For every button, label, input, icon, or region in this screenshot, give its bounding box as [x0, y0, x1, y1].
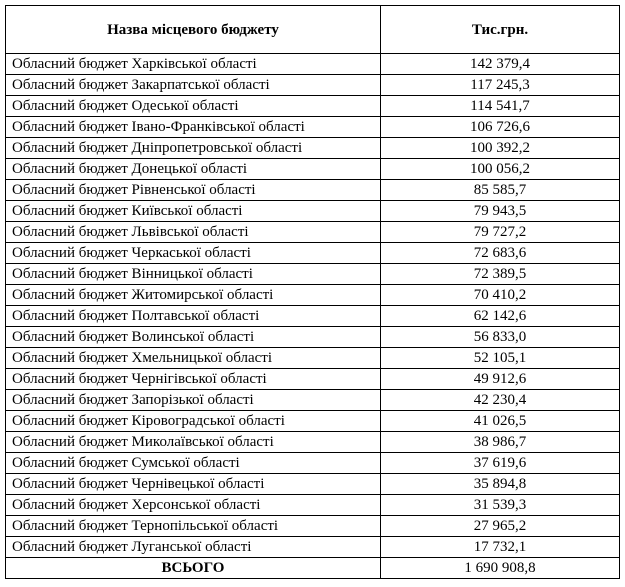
table-row: [6, 96, 620, 117]
amount-cell: 70 410,2: [381, 285, 620, 306]
amount-cell: 49 912,6: [381, 369, 620, 390]
budget-name-cell: Обласний бюджет Запорізької області: [6, 390, 381, 411]
table-row: [6, 243, 620, 264]
budget-name-cell: Обласний бюджет Миколаївської області: [6, 432, 381, 453]
total-label: ВСЬОГО: [6, 558, 381, 579]
table-row: [6, 537, 620, 558]
budget-name-cell: Обласний бюджет Дніпропетровської області: [6, 138, 381, 159]
budget-name-cell: Обласний бюджет Луганської області: [6, 537, 381, 558]
table-row: [6, 495, 620, 516]
table-row: [6, 264, 620, 285]
budget-table: [5, 5, 620, 579]
budget-name-cell: Обласний бюджет Тернопільської області: [6, 516, 381, 537]
budget-name-cell: Обласний бюджет Львівської області: [6, 222, 381, 243]
table-row: [6, 411, 620, 432]
amount-cell: 79 727,2: [381, 222, 620, 243]
amount-cell: 72 389,5: [381, 264, 620, 285]
amount-cell: 114 541,7: [381, 96, 620, 117]
budget-name-cell: Обласний бюджет Закарпатської області: [6, 75, 381, 96]
table-row: [6, 159, 620, 180]
table-row: [6, 516, 620, 537]
budget-name-cell: Обласний бюджет Херсонської області: [6, 495, 381, 516]
budget-name-cell: Обласний бюджет Хмельницької області: [6, 348, 381, 369]
amount-cell: 117 245,3: [381, 75, 620, 96]
amount-cell: 38 986,7: [381, 432, 620, 453]
header-budget-name: Назва місцевого бюджету: [6, 6, 381, 54]
amount-cell: 41 026,5: [381, 411, 620, 432]
table-row: [6, 117, 620, 138]
table-row: [6, 348, 620, 369]
table-row: [6, 201, 620, 222]
budget-name-cell: Обласний бюджет Донецької області: [6, 159, 381, 180]
table-row: [6, 453, 620, 474]
amount-cell: 35 894,8: [381, 474, 620, 495]
table-row: [6, 180, 620, 201]
amount-cell: 72 683,6: [381, 243, 620, 264]
table-row: [6, 369, 620, 390]
budget-name-cell: Обласний бюджет Житомирської області: [6, 285, 381, 306]
amount-cell: 27 965,2: [381, 516, 620, 537]
amount-cell: 106 726,6: [381, 117, 620, 138]
table-row: [6, 474, 620, 495]
budget-name-cell: Обласний бюджет Рівненської області: [6, 180, 381, 201]
table-row: [6, 75, 620, 96]
budget-name-cell: Обласний бюджет Полтавської області: [6, 306, 381, 327]
budget-name-cell: Обласний бюджет Чернігівської області: [6, 369, 381, 390]
amount-cell: 100 392,2: [381, 138, 620, 159]
amount-cell: 100 056,2: [381, 159, 620, 180]
header-amount: Тис.грн.: [381, 6, 620, 54]
table-row: [6, 432, 620, 453]
table-header-row: [6, 6, 620, 54]
table-row: [6, 54, 620, 75]
amount-cell: 37 619,6: [381, 453, 620, 474]
total-value: 1 690 908,8: [381, 558, 620, 579]
table-row: [6, 327, 620, 348]
table-row: [6, 390, 620, 411]
budget-name-cell: Обласний бюджет Івано-Франківської області: [6, 117, 381, 138]
budget-name-cell: Обласний бюджет Сумської області: [6, 453, 381, 474]
budget-name-cell: Обласний бюджет Одеської області: [6, 96, 381, 117]
amount-cell: 56 833,0: [381, 327, 620, 348]
table-row: [6, 138, 620, 159]
total-row: [6, 558, 620, 579]
budget-name-cell: Обласний бюджет Вінницької області: [6, 264, 381, 285]
budget-name-cell: Обласний бюджет Волинської області: [6, 327, 381, 348]
amount-cell: 85 585,7: [381, 180, 620, 201]
table-row: [6, 222, 620, 243]
amount-cell: 52 105,1: [381, 348, 620, 369]
budget-name-cell: Обласний бюджет Чернівецької області: [6, 474, 381, 495]
budget-name-cell: Обласний бюджет Харківської області: [6, 54, 381, 75]
amount-cell: 17 732,1: [381, 537, 620, 558]
table-row: [6, 306, 620, 327]
amount-cell: 79 943,5: [381, 201, 620, 222]
amount-cell: 31 539,3: [381, 495, 620, 516]
budget-name-cell: Обласний бюджет Кіровоградської області: [6, 411, 381, 432]
amount-cell: 142 379,4: [381, 54, 620, 75]
table-row: [6, 285, 620, 306]
budget-name-cell: Обласний бюджет Черкаської області: [6, 243, 381, 264]
amount-cell: 62 142,6: [381, 306, 620, 327]
budget-name-cell: Обласний бюджет Київської області: [6, 201, 381, 222]
amount-cell: 42 230,4: [381, 390, 620, 411]
